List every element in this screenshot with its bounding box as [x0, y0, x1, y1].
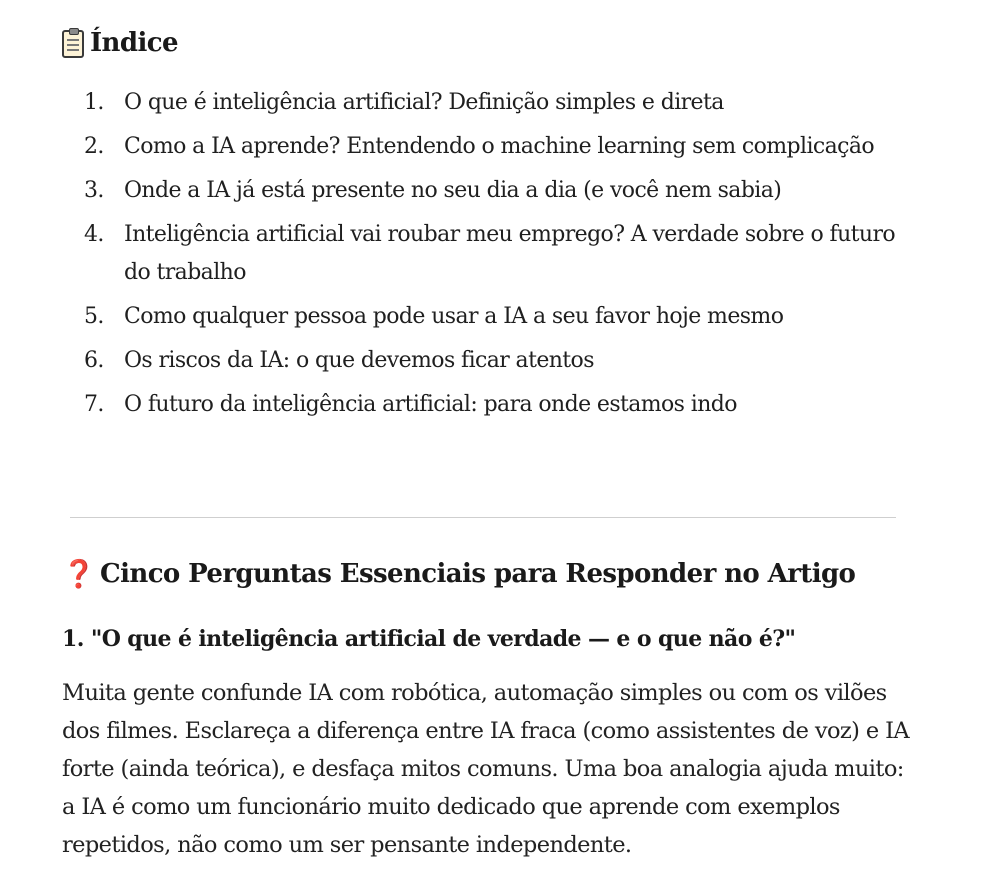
list-item-number: 7. — [84, 392, 104, 417]
list-item[interactable] — [62, 216, 912, 292]
toc-title: Índice — [90, 28, 178, 58]
list-item-number: 2. — [84, 134, 104, 159]
list-item[interactable] — [62, 298, 912, 336]
list-item-number: 5. — [84, 304, 104, 329]
table-of-contents — [62, 84, 912, 430]
list-item-label: Como qualquer pessoa pode usar a IA a seu favor hoje mesmo — [124, 304, 784, 329]
list-item[interactable] — [62, 172, 912, 210]
clipboard-icon — [62, 30, 84, 58]
list-item-number: 1. — [84, 90, 104, 115]
section-divider — [70, 517, 896, 518]
list-item-label: O que é inteligência artificial? Definição simples e direta — [124, 90, 724, 115]
list-item-number: 6. — [84, 348, 104, 373]
list-item[interactable] — [62, 342, 912, 380]
question-title: 1. "O que é inteligência artificial de verdade — e o que não é?" — [62, 626, 796, 652]
list-item[interactable] — [62, 386, 912, 424]
list-item-number: 3. — [84, 178, 104, 203]
question-body: Muita gente confunde IA com robótica, automação simples ou com os vilões dos filmes. Esclareça a diferença entre IA fraca (como assistentes de voz) e IA forte (ainda teórica), e desfaça mitos comuns. Uma boa analogia ajuda muito: a IA é como um funcionário muito dedicado que aprende com exemplos repetidos, não como um ser pensante independente. — [62, 680, 910, 858]
list-item-number: 4. — [84, 222, 104, 247]
list-item-label: Onde a IA já está presente no seu dia a dia (e você nem sabia) — [124, 178, 782, 203]
list-item-label: Inteligência artificial vai roubar meu emprego? A verdade sobre o futuro do trabalho — [124, 222, 896, 285]
question-mark-icon: ❓ — [62, 559, 96, 590]
list-item[interactable] — [62, 128, 912, 166]
toc-heading — [62, 28, 178, 58]
list-item-label: O futuro da inteligência artificial: para onde estamos indo — [124, 392, 737, 417]
list-item-label: Como a IA aprende? Entendendo o machine learning sem complicação — [124, 134, 875, 159]
list-item-label: Os riscos da IA: o que devemos ficar atentos — [124, 348, 594, 373]
questions-title: Cinco Perguntas Essenciais para Responder no Artigo — [100, 559, 856, 589]
questions-heading — [62, 558, 855, 590]
list-item[interactable] — [62, 84, 912, 122]
